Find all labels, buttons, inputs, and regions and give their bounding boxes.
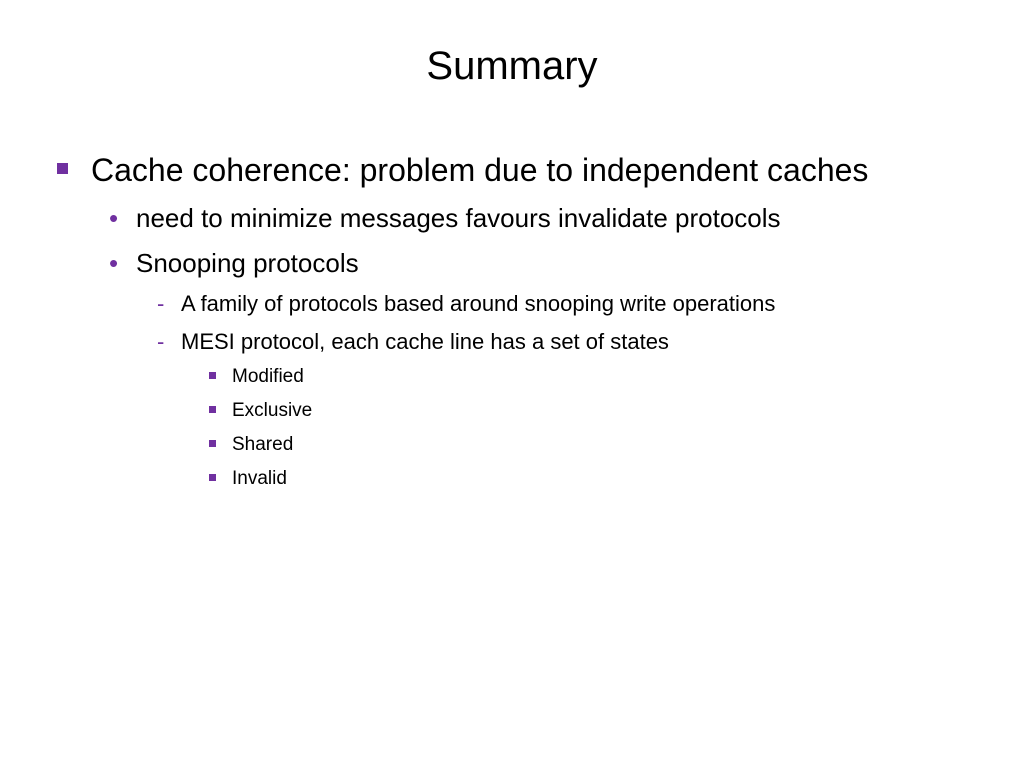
dot-bullet-icon: • bbox=[109, 203, 119, 233]
square-bullet-icon bbox=[209, 406, 216, 413]
bullet-point-level-2: Snooping protocols bbox=[136, 248, 359, 278]
bullet-point-level-4: Modified bbox=[232, 366, 304, 387]
square-bullet-icon bbox=[209, 372, 216, 379]
square-bullet-icon bbox=[57, 163, 68, 174]
dash-bullet-icon: - bbox=[157, 329, 165, 354]
bullet-point-level-2: need to minimize messages favours invalidate protocols bbox=[136, 203, 781, 233]
bullet-point-level-3: A family of protocols based around snooping write operations bbox=[181, 291, 776, 316]
bullet-point-level-4: Exclusive bbox=[232, 400, 313, 421]
square-bullet-icon bbox=[209, 474, 216, 481]
bullet-point-level-3: MESI protocol, each cache line has a set of states bbox=[181, 329, 669, 354]
slide-title: Summary bbox=[426, 44, 598, 88]
bullet-point-level-4: Shared bbox=[232, 434, 294, 455]
square-bullet-icon bbox=[209, 440, 216, 447]
dot-bullet-icon: • bbox=[109, 248, 119, 278]
bullet-point-level-1: Cache coherence: problem due to independent caches bbox=[91, 152, 869, 188]
bullet-point-level-4: Invalid bbox=[232, 468, 287, 489]
dash-bullet-icon: - bbox=[157, 291, 165, 316]
